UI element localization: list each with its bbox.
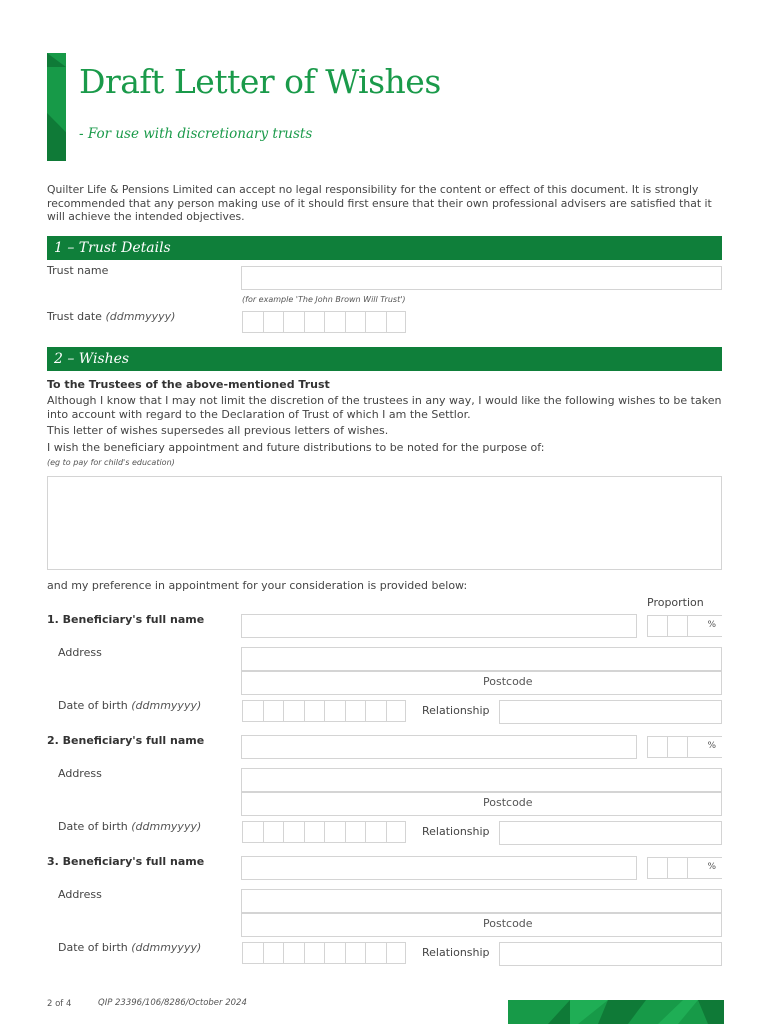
trust-date-label: Trust date (ddmmyyyy) (47, 310, 176, 323)
wishes-paragraph-3: I wish the beneficiary appointment and future distributions to be noted for the purpose of: (47, 441, 545, 454)
section-trust-details-heading: 1 – Trust Details (47, 236, 722, 260)
trust-date-format: (ddmmyyyy) (105, 310, 176, 323)
percent-sign: % (707, 741, 716, 751)
proportion-label: Proportion (647, 596, 704, 609)
brand-accent-bar (47, 53, 66, 161)
beneficiary-name-label: 1. Beneficiary's full name (47, 613, 205, 626)
address-line-1-input[interactable] (241, 768, 722, 792)
dob-label: Date of birth (ddmmyyyy) (58, 820, 202, 833)
relationship-input[interactable] (499, 700, 722, 724)
footer-brand-pattern (508, 1000, 724, 1024)
address-label: Address (58, 646, 102, 659)
beneficiary-name-input[interactable] (241, 735, 637, 759)
beneficiary-proportion-input[interactable] (647, 615, 722, 637)
beneficiary-proportion-input[interactable] (647, 857, 722, 879)
trust-date-input[interactable] (242, 311, 406, 333)
address-line-1-input[interactable] (241, 647, 722, 671)
address-line-2-input[interactable] (241, 671, 722, 695)
dob-label: Date of birth (ddmmyyyy) (58, 941, 202, 954)
wishes-paragraph-2: This letter of wishes supersedes all previous letters of wishes. (47, 424, 389, 437)
address-line-2-input[interactable] (241, 792, 722, 816)
relationship-input[interactable] (499, 942, 722, 966)
purpose-textarea[interactable] (47, 476, 722, 570)
percent-sign: % (707, 862, 716, 872)
postcode-label: Postcode (483, 917, 533, 930)
trust-name-label: Trust name (47, 264, 109, 277)
postcode-label: Postcode (483, 796, 533, 809)
relationship-label: Relationship (422, 946, 490, 959)
page-number: 2 of 4 (47, 999, 72, 1009)
address-label: Address (58, 767, 102, 780)
disclaimer-text: Quilter Life & Pensions Limited can accept no legal responsibility for the content or effect of this document. It is strongly recommended that any person making use of it should first ensure that their own professional advisers are satisfied that it will achieve the intended objectives. (47, 183, 712, 223)
percent-sign: % (707, 620, 716, 630)
dob-input[interactable] (242, 821, 406, 843)
dob-label: Date of birth (ddmmyyyy) (58, 699, 202, 712)
trust-name-input[interactable] (241, 266, 722, 290)
section-wishes-heading: 2 – Wishes (47, 347, 722, 371)
relationship-input[interactable] (499, 821, 722, 845)
document-reference: QIP 23396/106/8286/October 2024 (98, 998, 247, 1008)
purpose-hint: (eg to pay for child's education) (47, 458, 175, 467)
trust-name-hint: (for example 'The John Brown Will Trust') (242, 295, 406, 304)
address-line-1-input[interactable] (241, 889, 722, 913)
beneficiary-name-label: 3. Beneficiary's full name (47, 855, 205, 868)
dob-input[interactable] (242, 700, 406, 722)
address-line-2-input[interactable] (241, 913, 722, 937)
relationship-label: Relationship (422, 825, 490, 838)
to-trustees-heading: To the Trustees of the above-mentioned Trust (47, 378, 330, 391)
dob-input[interactable] (242, 942, 406, 964)
footer-pattern-graphic (508, 1000, 724, 1024)
document-subtitle: - For use with discretionary trusts (79, 126, 313, 142)
beneficiary-name-label: 2. Beneficiary's full name (47, 734, 205, 747)
beneficiary-name-input[interactable] (241, 856, 637, 880)
address-label: Address (58, 888, 102, 901)
postcode-label: Postcode (483, 675, 533, 688)
document-title: Draft Letter of Wishes (79, 62, 441, 101)
beneficiary-name-input[interactable] (241, 614, 637, 638)
preference-text: and my preference in appointment for your consideration is provided below: (47, 579, 468, 592)
beneficiary-proportion-input[interactable] (647, 736, 722, 758)
relationship-label: Relationship (422, 704, 490, 717)
wishes-paragraph-1: Although I know that I may not limit the discretion of the trustees in any way, I would like the following wishes to be taken into account with regard to the Declaration of Trust of which I am the Settlor. (47, 394, 722, 421)
